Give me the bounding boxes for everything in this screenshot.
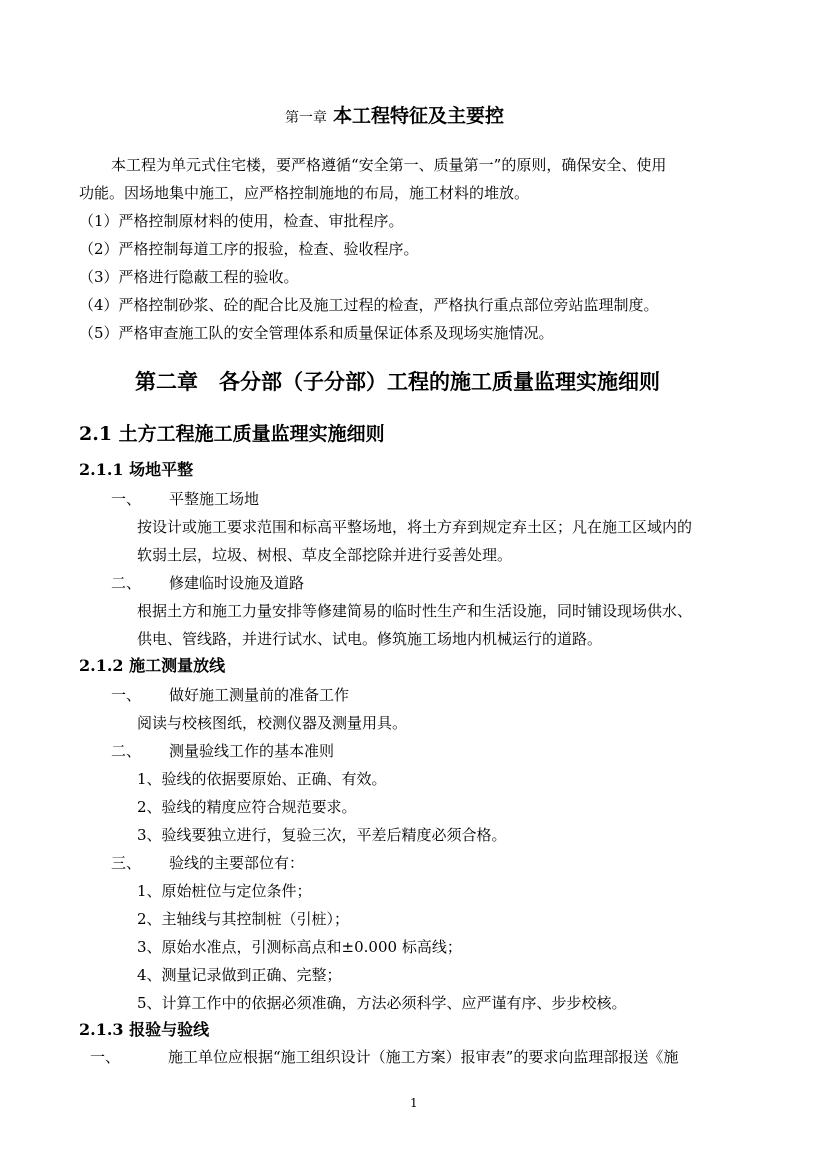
paragraph-line: 3、原始水准点，引测标高点和±0.000 标高线； <box>137 938 462 956</box>
list-item-label: 二、 <box>111 742 142 760</box>
paragraph-line: 软弱土层，垃圾、树根、草皮全部挖除并进行妥善处理。 <box>137 546 513 564</box>
paragraph-line: 2、验线的精度应符合规范要求。 <box>137 798 357 816</box>
list-item-label: 二、 <box>111 574 142 592</box>
chapter-1-title: 本工程特征及主要控 <box>333 105 505 127</box>
intro-line-1: 本工程为单元式住宅楼，要严格遵循“安全第一、质量第一”的原则，确保安全、使用 <box>111 156 667 174</box>
subsection-2-1-3-heading: 2.1.3 报验与验线 <box>79 1020 210 1039</box>
intro-line-2: 功能。因场地集中施工，应严格控制施地的布局，施工材料的堆放。 <box>79 184 530 202</box>
list-item-title: 做好施工测量前的准备工作 <box>169 686 350 704</box>
list-item-title: 修建临时设施及道路 <box>169 574 305 592</box>
page-number: 1 <box>410 1096 418 1110</box>
paragraph-line: 1、验线的依据要原始、正确、有效。 <box>137 770 387 788</box>
control-item-3: （3）严格进行隐蔽工程的验收。 <box>79 268 299 286</box>
control-item-1: （1）严格控制原材料的使用，检查、审批程序。 <box>79 212 404 230</box>
list-item-title: 验线的主要部位有： <box>169 854 305 872</box>
paragraph-line: 阅读与校核图纸，校测仪器及测量用具。 <box>137 714 408 732</box>
list-item-title: 施工单位应根据“施工组织设计（施工方案）报审表”的要求向监理部报送《施 <box>168 1048 679 1066</box>
paragraph-line: 供电、管线路，并进行试水、试电。修筑施工场地内机械运行的道路。 <box>137 630 603 648</box>
subsection-2-1-1-heading: 2.1.1 场地平整 <box>79 460 194 479</box>
subsection-2-1-2-heading: 2.1.2 施工测量放线 <box>79 656 226 675</box>
paragraph-line: 根据土方和施工力量安排等修建简易的临时性生产和生活设施，同时铺设现场供水、 <box>137 602 693 620</box>
chapter-1-heading <box>285 104 504 130</box>
paragraph-line: 按设计或施工要求范围和标高平整场地，将土方弃到规定弃土区；凡在施工区域内的 <box>137 518 693 536</box>
list-item-label: 三、 <box>111 854 142 872</box>
paragraph-line: 4、测量记录做到正确、完整； <box>137 966 342 984</box>
section-2-1-heading: 2.1 土方工程施工质量监理实施细则 <box>79 423 385 445</box>
chapter-2-heading: 第二章 各分部（子分部）工程的施工质量监理实施细则 <box>135 369 660 394</box>
control-item-5: （5）严格审查施工队的安全管理体系和质量保证体系及现场实施情况。 <box>79 324 554 342</box>
chapter-1-prefix: 第一章 <box>285 110 327 126</box>
list-item-label: 一、 <box>90 1048 121 1066</box>
list-item-title: 测量验线工作的基本准则 <box>169 742 335 760</box>
paragraph-line: 2、主轴线与其控制桩（引桩）； <box>137 910 350 928</box>
control-item-2: （2）严格控制每道工序的报验，检查、验收程序。 <box>79 240 419 258</box>
paragraph-line: 3、验线要独立进行，复验三次，平差后精度必须合格。 <box>137 826 507 844</box>
control-item-4: （4）严格控制砂浆、砼的配合比及施工过程的检查，严格执行重点部位旁站监理制度。 <box>79 296 659 314</box>
paragraph-line: 5、计算工作中的依据必须准确，方法必须科学、应严谨有序、步步校核。 <box>137 994 627 1012</box>
list-item-title: 平整施工场地 <box>169 490 260 508</box>
list-item-label: 一、 <box>111 490 142 508</box>
list-item-label: 一、 <box>111 686 142 704</box>
paragraph-line: 1、原始桩位与定位条件； <box>137 882 312 900</box>
